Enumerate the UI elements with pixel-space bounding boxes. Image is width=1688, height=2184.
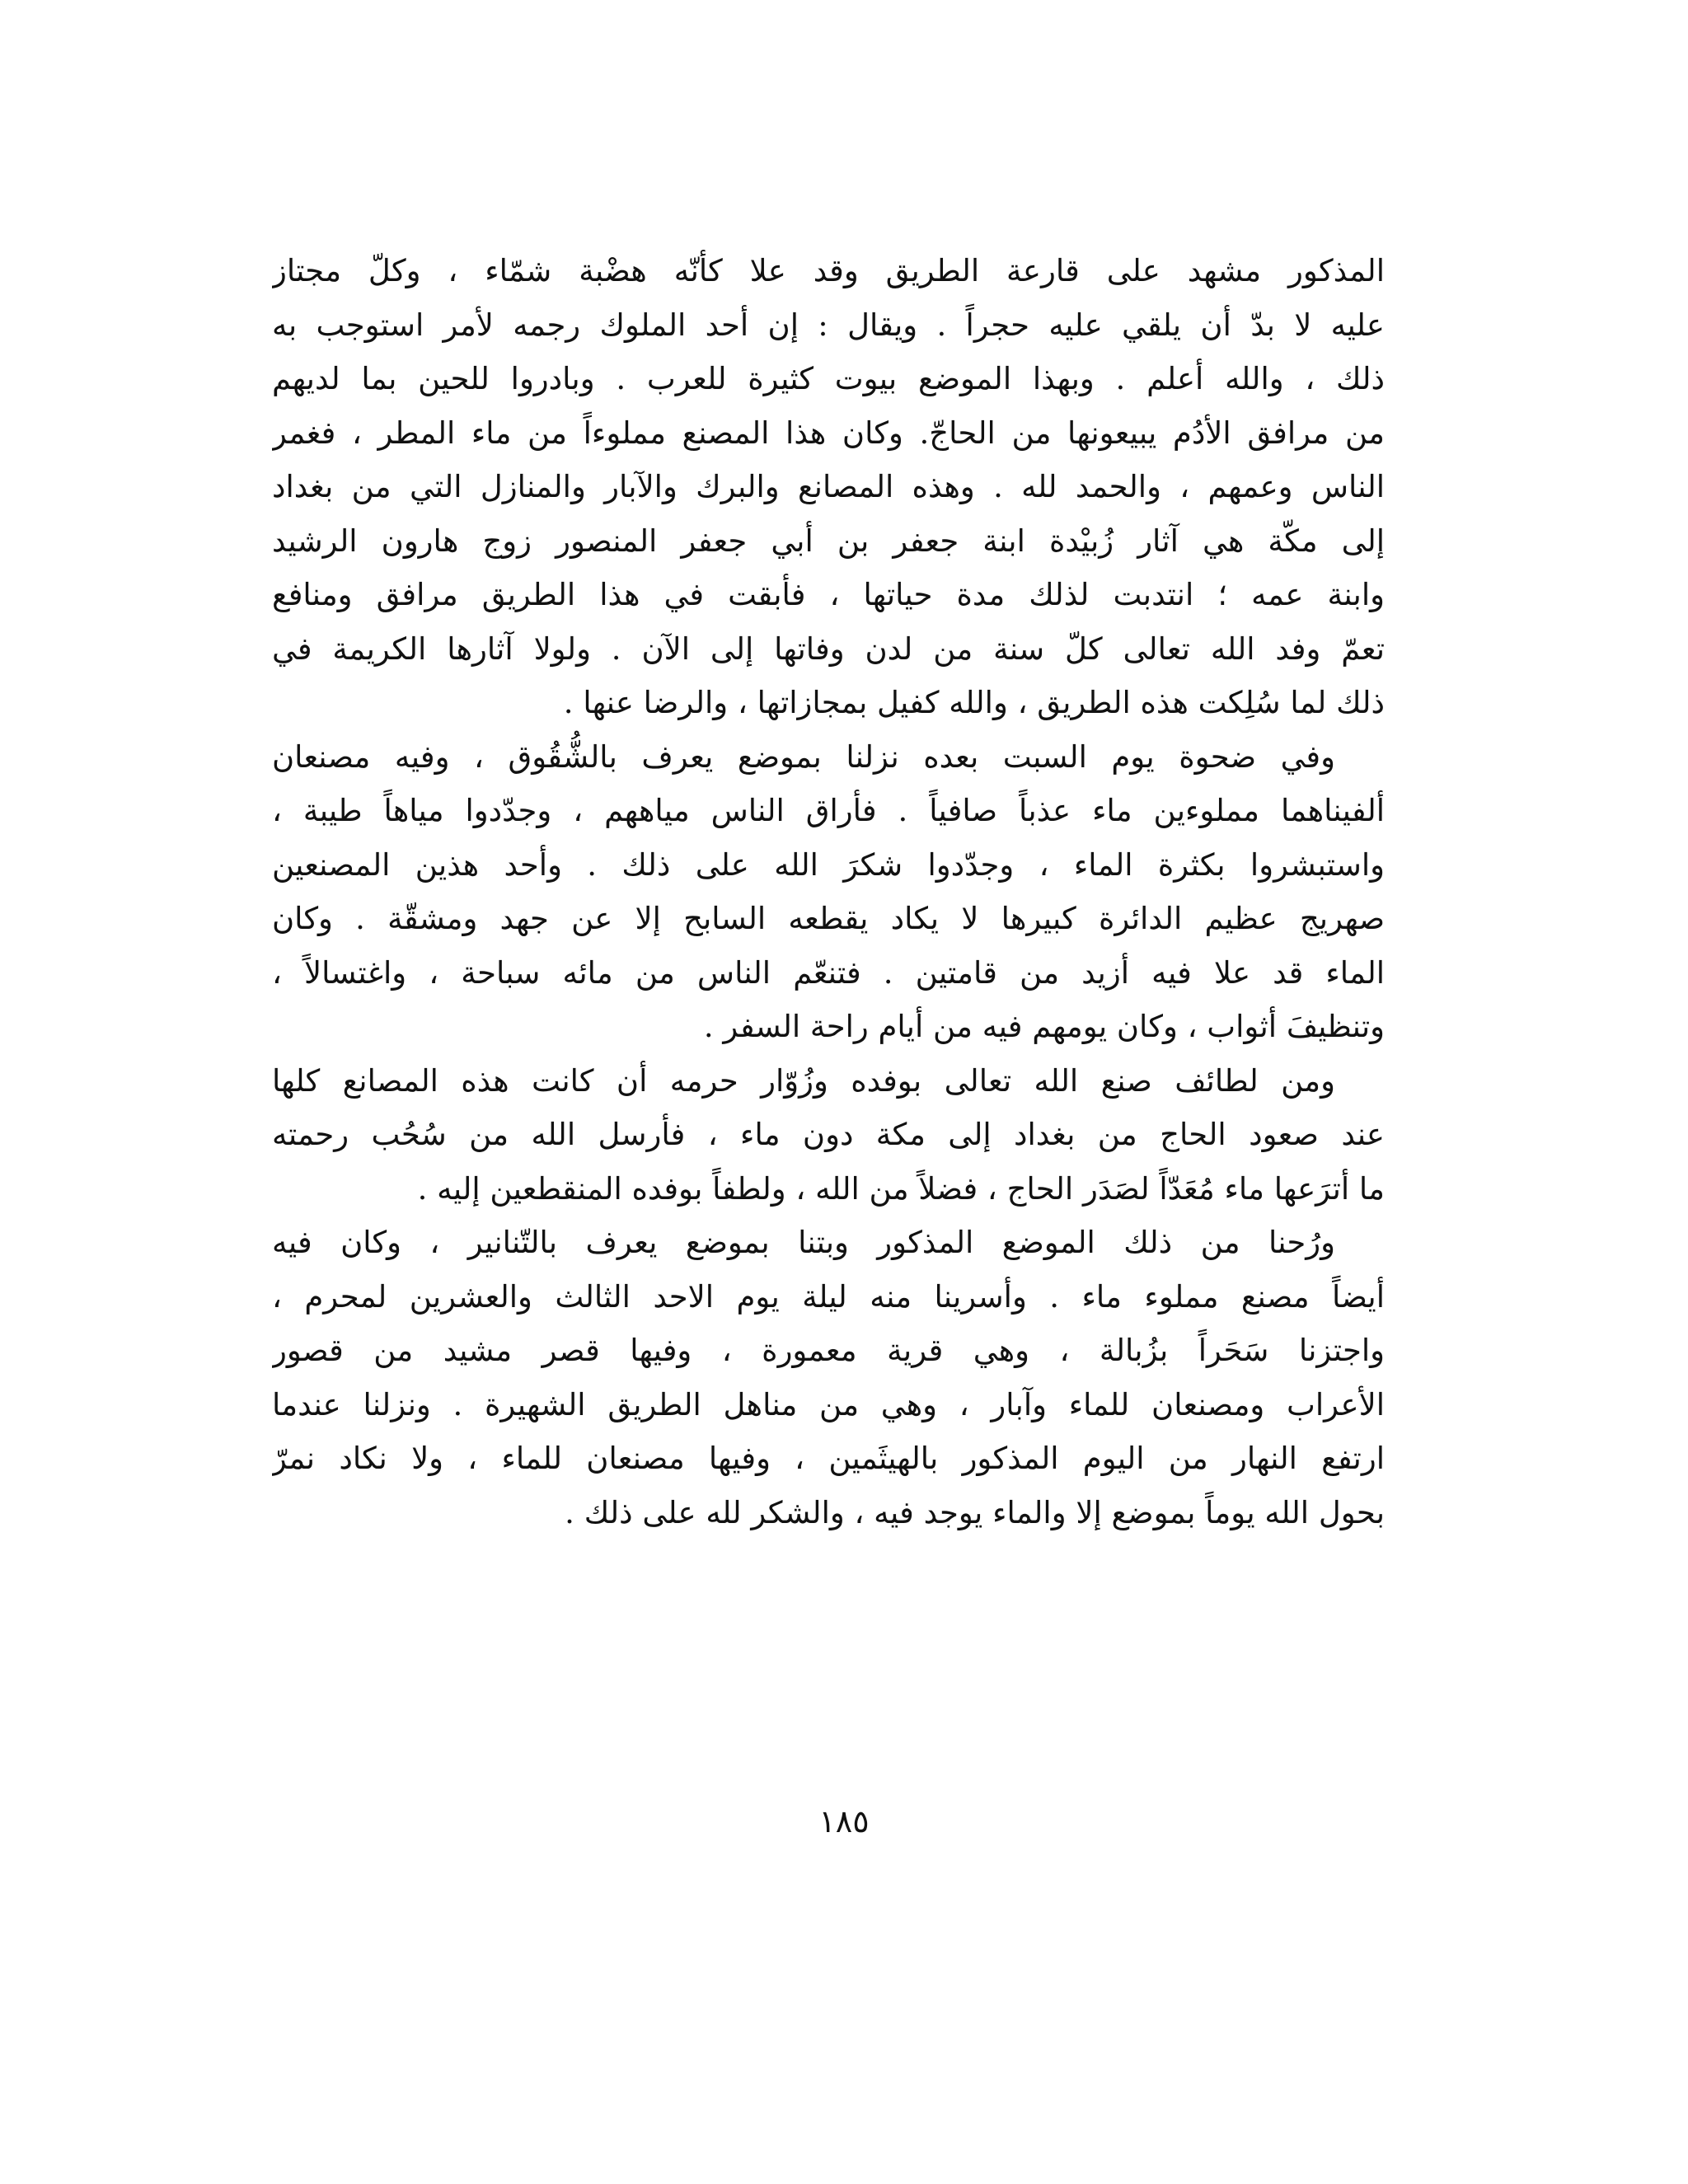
text-line: أيضاً مصنع مملوء ماء . وأسرينا منه ليلة يوم الاحد الثالث والعشرين لمحرم ، xyxy=(272,1278,1385,1315)
text-line: الأعراب ومصنعان للماء وآبار ، وهي من مناهل الطريق الشهيرة . ونزلنا عندما xyxy=(272,1386,1385,1422)
paragraph-4 xyxy=(272,1216,1385,1540)
body-text xyxy=(272,244,1385,1540)
text-line: وفي ضحوة يوم السبت بعده نزلنا بموضع يعرف بالشُّقُوق ، وفيه مصنعان xyxy=(272,738,1335,775)
text-line: تعمّ وفد الله تعالى كلّ سنة من لدن وفاتها إلى الآن . ولولا آثارها الكريمة في xyxy=(272,630,1385,667)
text-line: إلى مكّة هي آثار زُبيْدة ابنة جعفر بن أبي جعفر المنصور زوج هارون الرشيد xyxy=(272,523,1385,559)
paragraph-2 xyxy=(272,730,1385,1054)
text-line: من مرافق الأدُم يبيعونها من الحاجّ. وكان هذا المصنع مملوءاً من ماء المطر ، فغمر xyxy=(272,415,1385,451)
text-line: واجتزنا سَحَراً بزُبالة ، وهي قرية معمورة ، وفيها قصر مشيد من قصور xyxy=(272,1333,1385,1368)
text-line: بحول الله يوماً بموضع إلا والماء يوجد فيه ، والشكر لله على ذلك . xyxy=(565,1494,1385,1530)
text-line: الناس وعمهم ، والحمد لله . وهذه المصانع والبرك والآبار والمنازل التي من بغداد xyxy=(272,469,1385,504)
text-line: ومن لطائف صنع الله تعالى بوفده وزُوّار حرمه أن كانت هذه المصانع كلها xyxy=(272,1062,1335,1099)
text-line: الماء قد علا فيه أزيد من قامتين . فتنعّم الناس من مائه سباحة ، واغتسالاً ، xyxy=(272,954,1385,991)
text-line: المذكور مشهد على قارعة الطريق وقد علا كأنّه هضْبة شمّاء ، وكلّ مجتاز xyxy=(272,253,1385,288)
text-line: عليه لا بدّ أن يلقي عليه حجراً . ويقال : إن أحد الملوك رجمه لأمر استوجب به xyxy=(272,307,1385,343)
page-number: ١٨٥ xyxy=(818,1803,870,1840)
text-line: ذلك ، والله أعلم . وبهذا الموضع بيوت كثيرة للعرب . وبادروا للحين بما لديهم xyxy=(272,361,1385,396)
text-line: عند صعود الحاج من بغداد إلى مكة دون ماء ، فأرسل الله من سُحُب رحمته xyxy=(272,1117,1385,1152)
paragraph-1 xyxy=(272,244,1385,730)
paragraph-3 xyxy=(272,1054,1385,1216)
text-line: صهريج عظيم الدائرة كبيرها لا يكاد يقطعه السابح إلا عن جهد ومشقّة . وكان xyxy=(272,901,1385,936)
text-line: وتنظيفَ أثواب ، وكان يومهم فيه من أيام راحة السفر . xyxy=(703,1009,1385,1044)
text-line: ارتفع النهار من اليوم المذكور بالهيثَمين ، وفيها مصنعان للماء ، ولا نكاد نمرّ xyxy=(272,1441,1385,1476)
text-line: وابنة عمه ؛ انتدبت لذلك مدة حياتها ، فأبقت في هذا الطريق مرافق ومنافع xyxy=(272,577,1385,612)
text-line: ما أترَعها ماء مُعَدّاً لصَدَر الحاج ، فضلاً من الله ، ولطفاً بوفده المنقطعين إليه . xyxy=(417,1170,1385,1207)
text-line: واستبشروا بكثرة الماء ، وجدّدوا شكرَ الله على ذلك . وأحد هذين المصنعين xyxy=(272,846,1385,883)
text-line: ذلك لما سُلِكت هذه الطريق ، والله كفيل بمجازاتها ، والرضا عنها . xyxy=(563,685,1385,720)
text-line: ألفيناهما مملوءين ماء عذباً صافياً . فأراق الناس مياههم ، وجدّدوا مياهاً طيبة ، xyxy=(272,793,1385,828)
text-line: ورُحنا من ذلك الموضع المذكور وبتنا بموضع يعرف بالتّنانير ، وكان فيه xyxy=(272,1225,1335,1260)
